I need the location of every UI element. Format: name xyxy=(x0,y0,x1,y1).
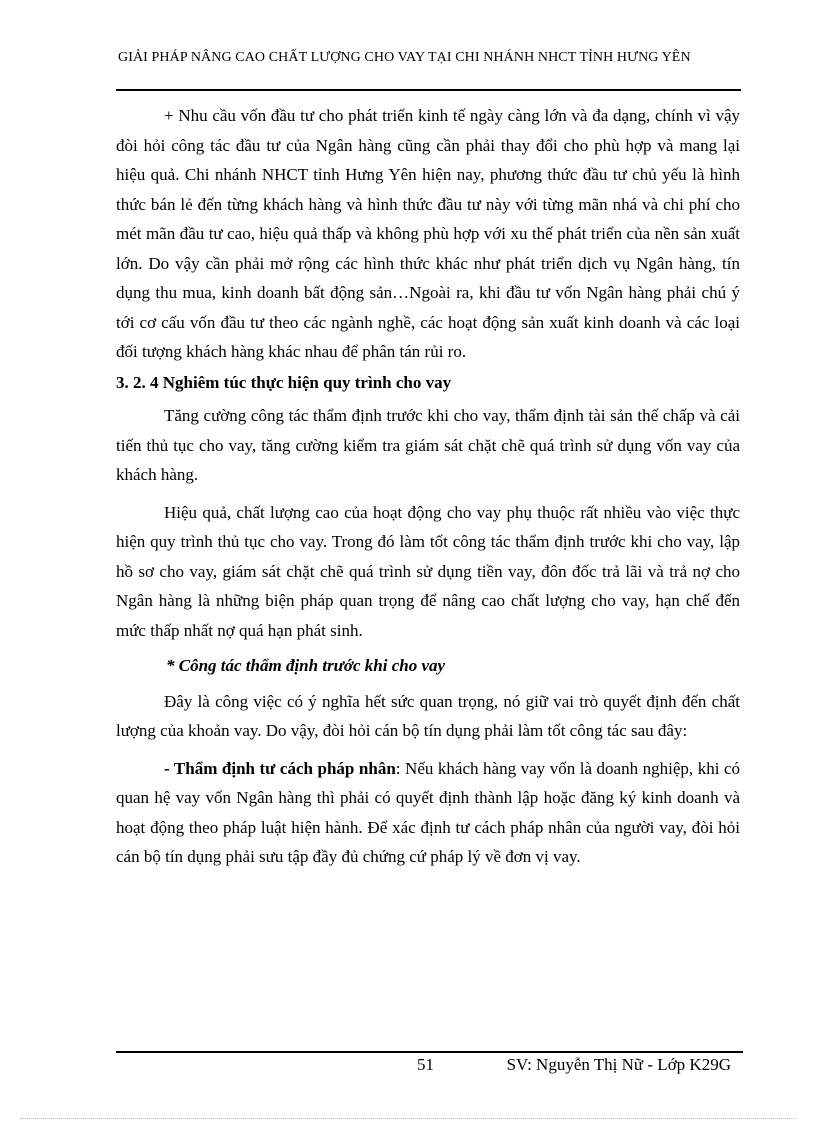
legal-entity-text: : Nếu khách hàng vay vốn là doanh nghiệp, khi có quan hệ vay vốn Ngân hàng thì phải có quyết định thành lập hoặc đăng ký kinh doanh và hoạt động theo pháp luật hiện hành. Để xác định tư cách pháp nhân của người vay, đòi hỏi cán bộ tín dụng phải sưu tập đầy đủ chứng cứ pháp lý về đơn vị vay. xyxy=(116,758,741,866)
student-info: SV: Nguyễn Thị Nữ - Lớp K29G xyxy=(506,1055,731,1074)
header-divider xyxy=(116,89,741,91)
page-footer xyxy=(116,1055,743,1077)
paragraph-investment-needs: + Nhu cầu vốn đầu tư cho phát triển kinh tế ngày càng lớn và đa dạng, chính vì vậy đòi hỏi công tác đầu tư của Ngân hàng cũng cần phải thay đổi cho phù hợp và mang lại hiệu quả. Chi nhánh NHCT tỉnh Hưng Yên hiện nay, phương thức đầu tư chủ yếu là hình thức bán lẻ đến từng khách hàng và hình thức đầu tư này với từng mãn nhá và chi phí cho mét mãn đầu tư cao, hiệu quả thấp và không phù hợp với xu thế phát triển của nền sản xuất lớn. Do vậy cần phải mở rộng các hình thức khác như phát triển dịch vụ Ngân hàng, tín dụng thu mua, kinh doanh bất động sản…Ngoài ra, khi đầu tư vốn Ngân hàng phải chú ý tới cơ cấu vốn đầu tư theo các ngành nghề, các hoạt động sản xuất kinh doanh và các loại đối tượng khách hàng khác nhau để phân tán rủi ro. xyxy=(116,106,740,361)
paragraph-importance: Đây là công việc có ý nghĩa hết sức quan trọng, nó giữ vai trò quyết định đến chất lượng của khoản vay. Do vậy, đòi hỏi cán bộ tín dụng phải làm tốt công tác sau đây: xyxy=(116,691,740,740)
paragraph-appraisal-strengthening: Tăng cường công tác thẩm định trước khi cho vay, thẩm định tài sản thế chấp và cải tiến thủ tục cho vay, tăng cường kiểm tra giám sát chặt chẽ quá trình sử dụng vốn vay của khách hàng. xyxy=(116,406,740,484)
page-number: 51 xyxy=(417,1055,434,1074)
section-heading: 3. 2. 4 Nghiêm túc thực hiện quy trình cho vay xyxy=(116,372,452,392)
paragraph-legal-entity xyxy=(116,754,740,872)
running-header: GIẢI PHÁP NÂNG CAO CHẤT LƯỢNG CHO VAY TẠI CHI NHÁNH NHCT TỈNH HƯNG YÊN xyxy=(118,50,691,65)
page-bottom-border xyxy=(20,1118,796,1119)
document-body xyxy=(116,101,740,872)
paragraph-lending-quality: Hiệu quả, chất lượng cao của hoạt động cho vay phụ thuộc rất nhiều vào việc thực hiện quy trình thủ tục cho vay. Trong đó làm tốt công tác thẩm định trước khi cho vay, lập hồ sơ cho vay, giám sát chặt chẽ quá trình sử dụng tiền vay, đôn đốc trả lãi và trả nợ cho Ngân hàng là những biện pháp quan trọng để nâng cao chất lượng cho vay, hạn chế đến mức thấp nhất nợ quá hạn phát sinh. xyxy=(116,502,740,640)
sub-heading-pre-lending-appraisal: * Công tác thẩm định trước khi cho vay xyxy=(166,656,446,675)
footer-divider xyxy=(116,1051,743,1053)
legal-entity-label: - Thẩm định tư cách pháp nhân xyxy=(164,758,396,778)
